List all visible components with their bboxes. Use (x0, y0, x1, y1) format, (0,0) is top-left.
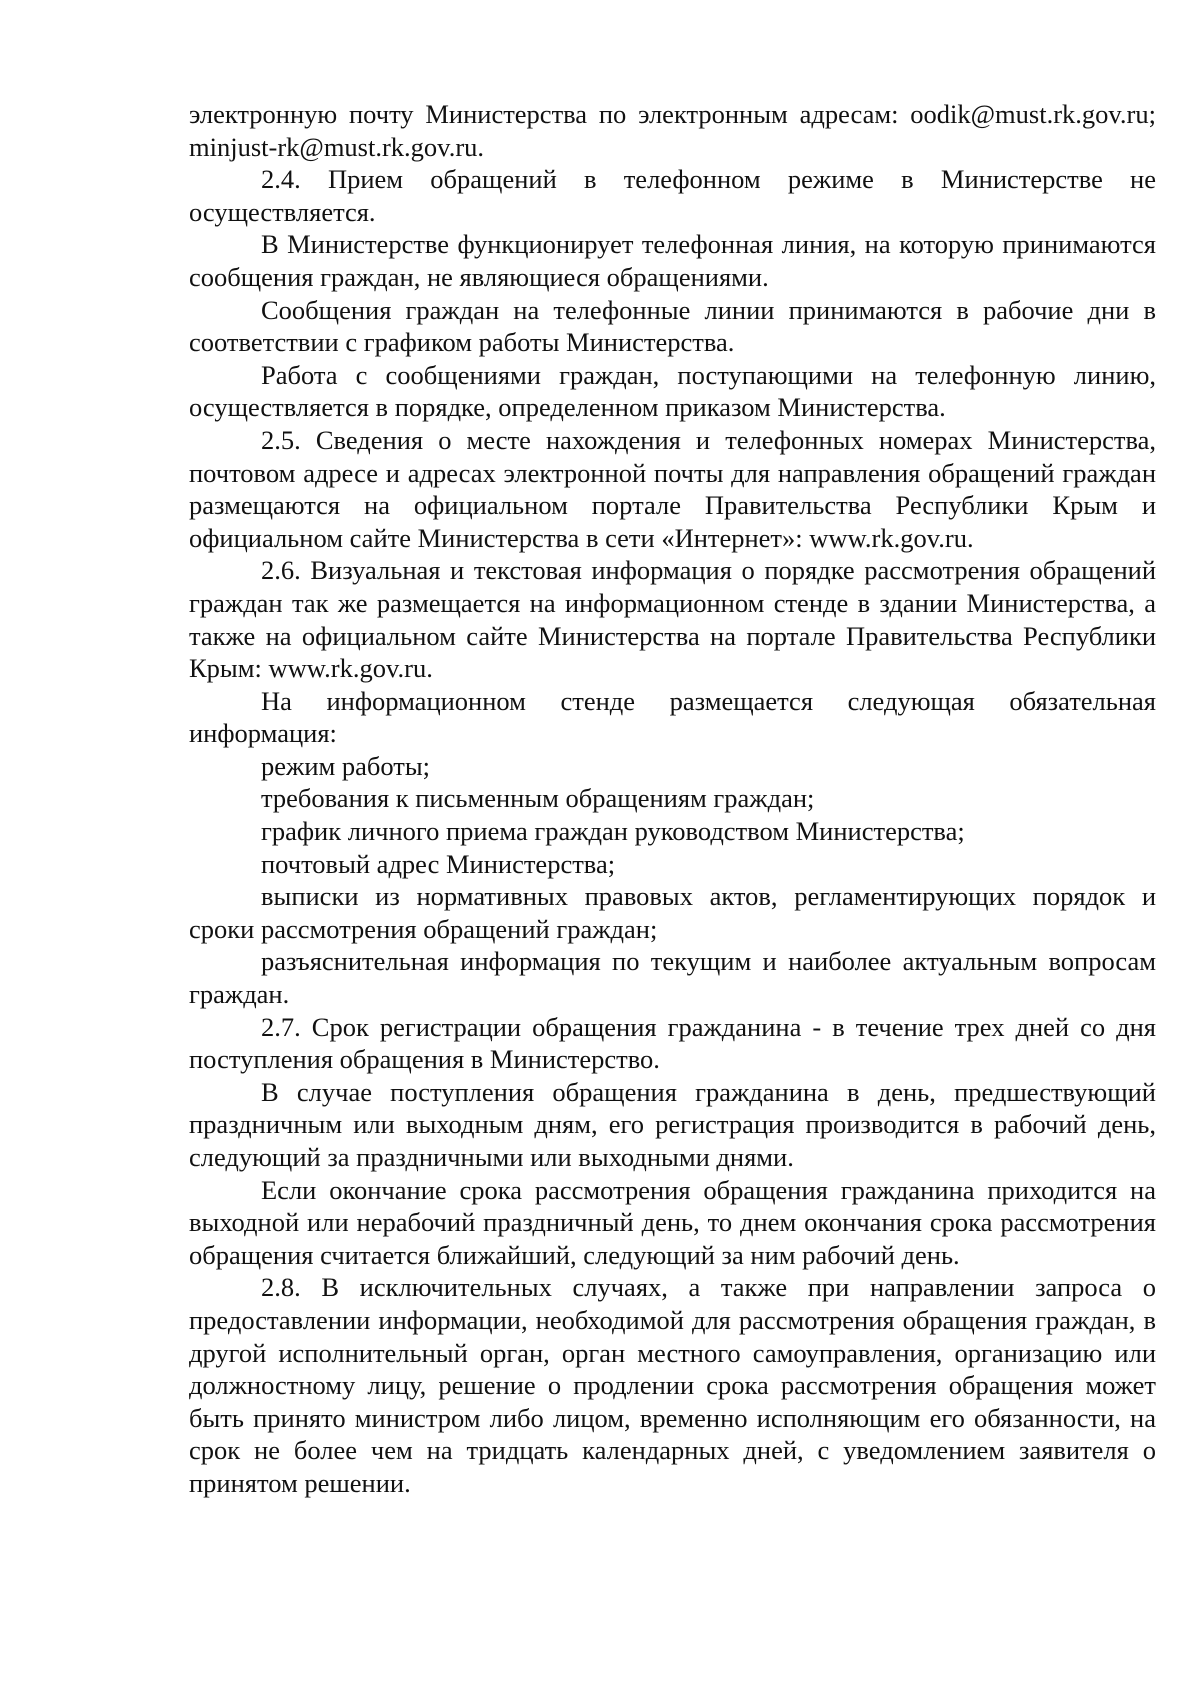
paragraph-holiday-registration: В случае поступления обращения гражданина в день, предшествующий праздничным или выходным дням, его регистрация производится в рабочий день, следующий за праздничными или выходными днями. (189, 1076, 1156, 1172)
list-item-explanatory-info: разъяснительная информация по текущим и наиболее актуальным вопросам граждан. (189, 946, 1156, 1010)
list-item-postal-address: почтовый адрес Министерства; (261, 848, 616, 879)
paragraph-2-6: 2.6. Визуальная и текстовая информация о порядке рассмотрения обращений граждан так же размещается на информационном стенде в здании Министерства, а также на официальном сайте Министерства на портале Правительства Республики Крым: www.rk.gov.ru. (189, 555, 1156, 684)
document-body (189, 98, 1156, 1500)
paragraph-2-5: 2.5. Сведения о месте нахождения и телефонных номерах Министерства, почтовом адресе и адресах электронной почты для направления обращений граждан размещаются на официальном портале Правительства Республики Крым и официальном сайте Министерства в сети «Интернет»: www.rk.gov.ru. (189, 424, 1156, 553)
list-item-requirements: требования к письменным обращениям граждан; (261, 783, 815, 814)
paragraph-deadline-holiday: Если окончание срока рассмотрения обращения гражданина приходится на выходной или нерабочий праздничный день, то днем окончания срока рассмотрения обращения считается ближайший, следующий за ним рабочий день. (189, 1174, 1156, 1270)
paragraph-phone-line: В Министерстве функционирует телефонная линия, на которую принимаются сообщения граждан, не являющиеся обращениями. (189, 229, 1156, 292)
paragraph-email-addresses: электронную почту Министерства по электронным адресам: oodik@must.rk.gov.ru; minjust-rk@must.rk.gov.ru. (189, 99, 1156, 162)
paragraph-phone-handling: Работа с сообщениями граждан, поступающими на телефонную линию, осуществляется в порядке, определенном приказом Министерства. (189, 359, 1156, 423)
paragraph-stand-info: На информационном стенде размещается следующая обязательная информация: (189, 685, 1156, 749)
paragraph-2-4: 2.4. Прием обращений в телефонном режиме в Министерстве не осуществляется. (189, 164, 1156, 227)
list-item-reception-schedule: график личного приема граждан руководством Министерства; (261, 816, 965, 847)
list-item-work-mode: режим работы; (261, 750, 431, 781)
paragraph-2-8: 2.8. В исключительных случаях, а также при направлении запроса о предоставлении информации, необходимой для рассмотрения обращения граждан, в другой исполнительный орган, орган местного самоуправления, организацию или должностному лицу, решение о продлении срока рассмотрения обращения может быть принято министром либо лицом, временно исполняющим его обязанности, на срок не более чем на тридцать календарных дней, с уведомлением заявителя о принятом решении. (189, 1272, 1156, 1498)
paragraph-2-7: 2.7. Срок регистрации обращения гражданина - в течение трех дней со дня поступления обращения в Министерство. (189, 1011, 1156, 1075)
paragraph-phone-messages: Сообщения граждан на телефонные линии принимаются в рабочие дни в соответствии с графиком работы Министерства. (189, 294, 1156, 358)
list-item-legal-extracts: выписки из нормативных правовых актов, регламентирующих порядок и сроки рассмотрения обращений граждан; (189, 881, 1156, 944)
